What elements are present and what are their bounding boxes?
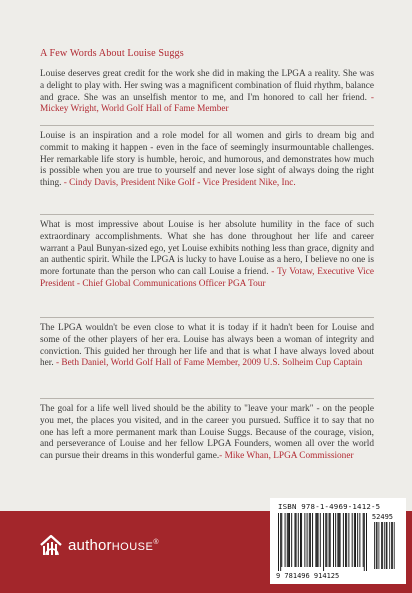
barcode-addon-bar: [379, 522, 380, 569]
barcode-bar: [363, 513, 364, 567]
barcode-bar: [333, 513, 334, 567]
page-heading: A Few Words About Louise Suggs: [40, 48, 184, 59]
barcode-addon-bar: [394, 522, 395, 569]
quote-text: What is most impressive about Louise is her absolute humility in the face of such extraordinary accomplishments. What she has done throughout her life and career warrant a Paul Bunyan-sized ego, yet Louise exhibits nothing less than grace, dignity and an authentic spirit. While the LPGA is lucky to have Louise as a hero, I believe no one is more fortunate than the person who can call Louise a friend.: [40, 220, 374, 278]
barcode-bar: [280, 513, 281, 571]
barcode-bar: [315, 513, 316, 567]
barcode-addon-bar: [374, 522, 375, 569]
barcode-bar: [354, 513, 355, 567]
isbn-barcode: [270, 498, 406, 584]
barcode-bar: [289, 513, 290, 567]
barcode-bar: [359, 513, 360, 567]
barcode-bar: [348, 513, 349, 567]
barcode-bar: [288, 513, 289, 567]
barcode-bar: [323, 513, 324, 571]
divider: [40, 398, 374, 399]
quote-block: [40, 220, 374, 291]
barcode-bar: [335, 513, 336, 567]
barcode-bar: [287, 513, 288, 567]
barcode-addon-bar: [386, 522, 387, 569]
price-code: 52495: [371, 513, 393, 521]
barcode-bar: [291, 513, 292, 567]
quote-attribution: - Ty Votaw, Executive Vice President - Chief Global Communications Officer PGA Tour: [40, 267, 374, 289]
publisher-logo: [40, 534, 159, 556]
barcode-bar: [278, 513, 279, 571]
barcode-bar: [357, 513, 358, 567]
barcode-bar: [339, 513, 340, 567]
barcode-addon-bar: [392, 522, 393, 569]
quote-attribution: - Mickey Wright, World Golf Hall of Fame Member: [40, 92, 374, 115]
barcode-bar: [320, 513, 321, 567]
barcode-bar: [300, 513, 301, 567]
quote-attribution: - Beth Daniel, World Golf Hall of Fame Member, 2009 U.S. Solheim Cup Captain: [53, 358, 363, 369]
barcode-bar: [304, 513, 305, 567]
publisher-name: authorHOUSE®: [68, 536, 159, 554]
barcode-bar: [330, 513, 331, 567]
divider: [40, 125, 374, 126]
barcode-bar: [317, 513, 318, 567]
barcode-addon-bar: [377, 522, 378, 569]
quote-text: The goal for a life well lived should be the ability to "leave your mark" - on the people you met, the places you visited, and in the career you pursued. Suffice it to say that no one has left a more permanent mark than Louise Suggs. Because of the courage, vision, and perseverance of Louise and her fellow LPGA Founders, women all over the world can pursue their dreams in this wonderful game.: [40, 404, 374, 462]
barcode-addon-bar: [384, 522, 385, 569]
barcode-addon-bar: [391, 522, 392, 569]
divider: [40, 214, 374, 215]
quote-attribution: - Cindy Davis, President Nike Golf - Vice President Nike, Inc.: [61, 178, 296, 189]
barcode-addon-bar: [382, 522, 383, 569]
barcode-bar: [301, 513, 302, 567]
barcode-digits: 9 781496 914125: [276, 572, 340, 580]
barcode-bar: [343, 513, 344, 567]
barcode-addon-bar: [387, 522, 388, 569]
barcode-bar: [307, 513, 308, 567]
quote-text: The LPGA wouldn't be even close to what it is today if it hadn't been for Louise and some of the other players of her era. Louise has always been a woman of integrity and conviction. This guided her through her life and that is what I have always loved about her.: [40, 323, 374, 369]
barcode-bar: [312, 513, 313, 567]
barcode-bar: [366, 513, 367, 571]
barcode-bar: [295, 513, 296, 567]
barcode-bar: [325, 513, 326, 567]
barcode-bar: [326, 513, 327, 567]
barcode-bar: [310, 513, 311, 567]
barcode-bar: [329, 513, 330, 567]
divider: [40, 317, 374, 318]
quote-text: Louise is an inspiration and a role model for all women and girls to dream big and commit to making it happen - even in the face of seemingly insurmountable challenges. Her remarkable life story is humble, heroic, and humorous, and demonstrates how much is possible when you are true to yourself and never lose sight of always doing the right thing.: [40, 131, 374, 189]
barcode-bar: [296, 513, 297, 567]
barcode-bar: [346, 513, 347, 567]
barcode-addon-bar: [376, 522, 377, 569]
barcode-bar: [318, 513, 319, 567]
quote-block: [40, 404, 374, 463]
barcode-bar: [340, 513, 341, 567]
barcode-bar: [364, 513, 365, 571]
barcode-icon: [276, 513, 400, 573]
authorhouse-logo-icon: [40, 534, 62, 556]
barcode-bar: [355, 513, 356, 567]
barcode-addon-bar: [389, 522, 390, 569]
barcode-bar: [337, 513, 338, 567]
barcode-bar: [309, 513, 310, 567]
quote-block: [40, 69, 374, 116]
quote-text: Louise deserves great credit for the work she did in making the LPGA a reality. She was a delight to play with. Her swing was a magnificent combination of fluid rhythm, balance and grace. She was an unselfish mentor to me, and I'm honored to call her friend.: [40, 69, 374, 103]
barcode-addon-bar: [381, 522, 382, 569]
barcode-bar: [281, 513, 282, 567]
barcode-bar: [352, 513, 353, 567]
quote-block: [40, 131, 374, 190]
barcode-bar: [345, 513, 346, 567]
quote-attribution: - Mike Whan, LPGA Commissioner: [219, 451, 354, 462]
isbn-number: ISBN 978-1-4969-1412-5: [278, 502, 381, 511]
barcode-bar: [298, 513, 299, 567]
barcode-bar: [285, 513, 286, 567]
quote-block: [40, 323, 374, 370]
